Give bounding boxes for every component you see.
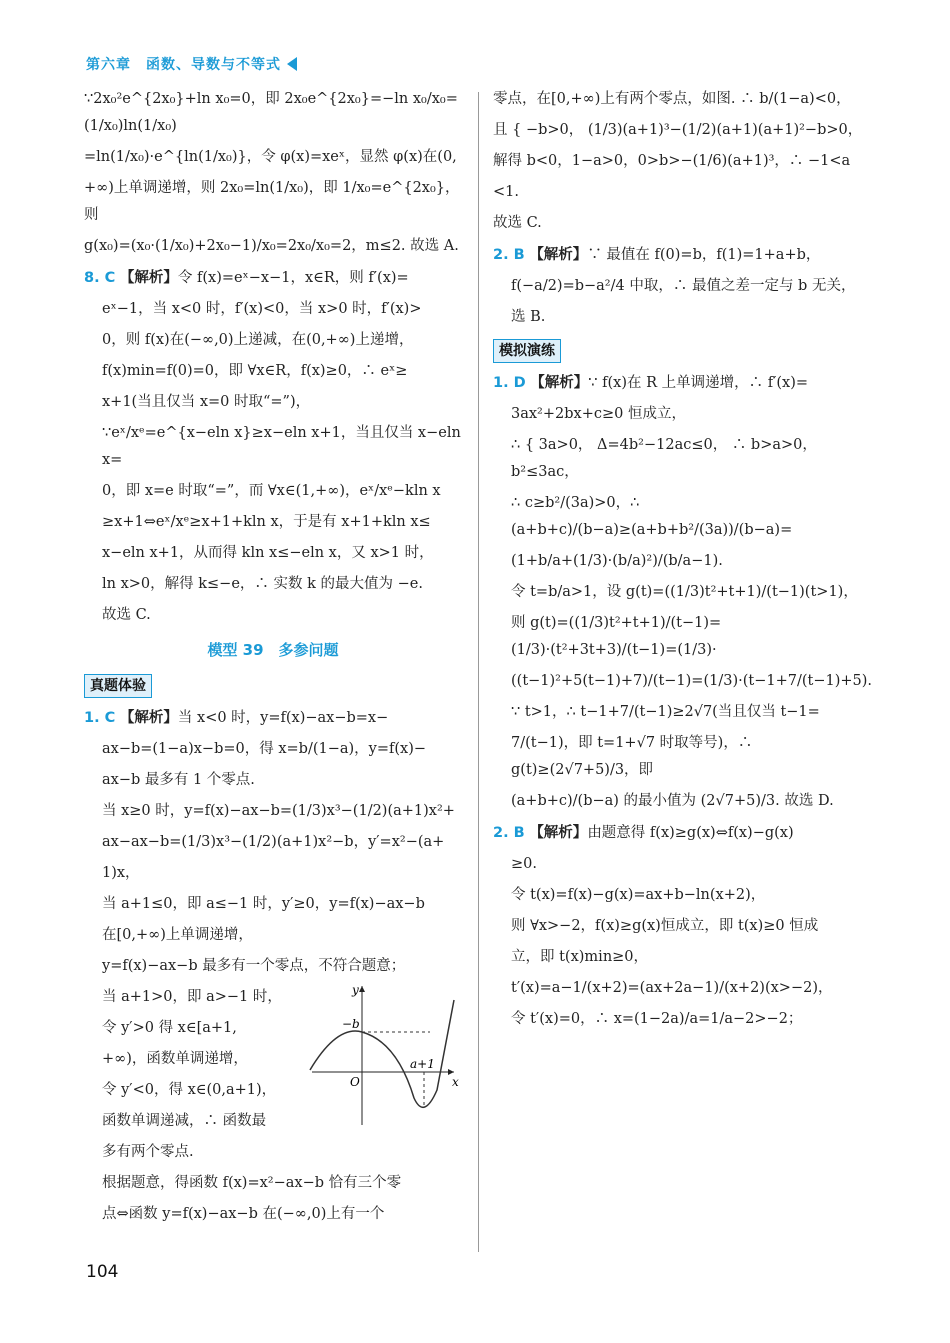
text-line: 0，即 x=e 时取“=”，而 ∀x∈(1,+∞)，eˣ/xᵉ−kln x [102,483,441,499]
origin-label: O [350,1075,360,1089]
text-line: 令 t′(x)=0，∴ x=(1−2a)/a=1/a−2>−2； [511,1011,803,1027]
column-divider [478,92,479,1252]
text-line: 7/(t−1)，即 t=1+√7 时取等号)，∴ g(t)≥(2√7+5)/3，即 [511,735,753,778]
text-line: ((t−1)²+5(t−1)+7)/(t−1)=(1/3)·(t−1+7/(t−1)+5). [511,673,872,689]
text-line: 当 a+1≤0，即 a≤−1 时，y′≥0，y=f(x)−ax−b [102,896,425,912]
text-line: x+1(当且仅当 x=0 时取“=”)， [102,394,311,410]
text-line: (1+b/a+(1/3)·(b/a)²)/(b/a−1). [511,553,723,569]
m2-first-line: 2. B 【解析】由题意得 f(x)≥g(x)⇔f(x)−g(x) [493,824,794,841]
text-line: 零点，在[0,+∞)上有两个零点，如图. ∴ b/(1−a)<0， [493,91,851,107]
text-line: g(x₀)=(x₀·(1/x₀)+2x₀−1)/x₀=2x₀/x₀=2，m≤2. 故选 A. [84,238,459,254]
text-line: ln x>0，解得 k≤−e，∴ 实数 k 的最大值为 −e. [102,576,423,592]
text-line: 令 y′<0，得 x∈(0,a+1)， [102,1082,277,1098]
text-line: 则 ∀x>−2，f(x)≥g(x)恒成立，即 t(x)≥0 恒成 [511,918,819,934]
text-line: 令 t=b/a>1，设 g(t)=((1/3)t²+t+1)/(t−1)(t>1)， [511,584,858,600]
text-line: ∴ c≥b²/(3a)>0，∴ (a+b+c)/(b−a)≥(a+b+b²/(3a))/(b−a)= [511,495,793,538]
text-line: x−eln x+1，从而得 kln x≤−eln x，又 x>1 时， [102,545,434,561]
model-title: 模型 39 多参问题 [207,641,339,659]
cubic-graph [302,980,462,1130]
text-line: 根据题意，得函数 f(x)=x²−ax−b 恰有三个零 [102,1175,402,1191]
text-line: f(x)min=f(0)=0，即 ∀x∈R，f(x)≥0，∴ eˣ≥ [102,363,408,379]
analysis-tag: 【解析】 [529,824,588,841]
analysis-tag: 【解析】 [119,269,178,286]
chapter-header [86,54,297,74]
text-line: t′(x)=a−1/(x+2)=(ax+2a−1)/(x+2)(x>−2)， [511,980,833,996]
text-line: 故选 C. [493,215,542,231]
text-line: 解得 b<0，1−a>0，0>b>−(1/6)(a+1)³，∴ −1<a [493,153,851,169]
text-line: 令 y′>0 得 x∈[a+1, [102,1020,237,1036]
q8-first-line: 8. C 【解析】令 f(x)=eˣ−x−1，x∈R，则 f′(x)= [84,269,409,286]
right-column [493,86,873,1037]
question-number: 1. C [84,710,116,726]
question-number: 2. B [493,247,525,263]
text-line: 3ax²+2bx+c≥0 恒成立， [511,406,686,422]
text-line: ∵2x₀²e^{2x₀}+ln x₀=0，即 2x₀e^{2x₀}=−ln x₀/x₀=(1/x₀)ln(1/x₀) [84,91,458,134]
text-line: +∞)上单调递增，则 2x₀=ln(1/x₀)，即 1/x₀=e^{2x₀}，则 [84,180,460,223]
text-line: ∵ t>1，∴ t−1+7/(t−1)≥2√7(当且仅当 t−1= [511,704,820,720]
page-number: 104 [86,1262,119,1282]
text-line: 0，则 f(x)在(−∞,0)上递减，在(0,+∞)上递增， [102,332,414,348]
text-line: 在[0,+∞)上单调递增， [102,927,253,943]
text-line: 当 a+1>0，即 a>−1 时， [102,989,282,1005]
left-column [84,86,462,1232]
text-line: 且 { −b>0， (1/3)(a+1)³−(1/2)(a+1)(a+1)²−b>0， [493,122,863,138]
text-line: 则 g(t)=((1/3)t²+t+1)/(t−1)=(1/3)·(t²+3t+3)/(t−1)=(1/3)· [511,615,722,658]
y-label: y [352,983,359,997]
q1-first-line: 1. C 【解析】当 x<0 时，y=f(x)−ax−b=x− [84,709,389,726]
analysis-tag: 【解析】 [119,709,178,726]
question-number: 2. B [493,825,525,841]
section-label-zhenti: 真题体验 [84,674,152,698]
text-line: ∵eˣ/xᵉ=e^{x−eln x}≥x−eln x+1，当且仅当 x−eln x= [102,425,461,468]
section-label-moni: 模拟演练 [493,339,561,363]
analysis-tag: 【解析】 [529,246,588,263]
text-line: f(−a/2)=b−a²/4 中取，∴ 最值之差一定与 b 无关， [511,278,856,294]
question-number: 8. C [84,270,116,286]
text-line: +∞)，函数单调递增， [102,1051,248,1067]
text-line: ax−b=(1−a)x−b=0，得 x=b/(1−a)，y=f(x)− [102,741,427,757]
text-line: 令 t(x)=f(x)−g(x)=ax+b−ln(x+2)， [511,887,766,903]
text-line: 立，即 t(x)min≥0， [511,949,649,965]
text-line: 当 x≥0 时，y=f(x)−ax−b=(1/3)x³−(1/2)(a+1)x²+ [102,803,455,819]
text-line: eˣ−1，当 x<0 时，f′(x)<0，当 x>0 时，f′(x)> [102,301,422,317]
y-arrow-icon [359,986,365,992]
analysis-tag: 【解析】 [530,374,589,391]
text-line: ax−b 最多有 1 个零点. [102,772,255,788]
text-line: ax−ax−b=(1/3)x³−(1/2)(a+1)x²−b，y′=x²−(a+ [102,834,445,850]
x-label: x [452,1075,459,1089]
question-number: 1. D [493,375,526,391]
text-line: ≥0. [511,856,537,872]
text-line: 函数单调递减，∴ 函数最 [102,1113,267,1129]
text-line: 故选 C. [102,607,151,623]
chapter-title: 第六章 函数、导数与不等式 [86,57,281,73]
text-line: (a+b+c)/(b−a) 的最小值为 (2√7+5)/3. 故选 D. [511,793,834,809]
text-line: y=f(x)−ax−b 最多有一个零点，不符合题意； [102,958,406,974]
text-line: 选 B. [511,309,546,325]
text-line: <1. [493,184,519,200]
text-line: ∴ { 3a>0， Δ=4b²−12ac≤0， ∴ b>a>0，b²≤3ac， [511,437,817,480]
triangle-left-icon [287,57,297,71]
text-line: 点⇔函数 y=f(x)−ax−b 在(−∞,0)上有一个 [102,1206,385,1222]
text-line: 1)x， [102,865,140,881]
m1-first-line: 1. D 【解析】∵ f(x)在 R 上单调递增，∴ f′(x)= [493,374,809,391]
a-plus-1-label: a+1 [410,1057,435,1071]
text-line: 多有两个零点. [102,1144,194,1160]
text-line: ≥x+1⇔eˣ/xᵉ≥x+1+kln x，于是有 x+1+kln x≤ [102,514,431,530]
minus-b-label: −b [342,1017,360,1031]
text-line: =ln(1/x₀)·e^{ln(1/x₀)}，令 φ(x)=xeˣ，显然 φ(x)在(0, [84,149,457,165]
q2-first-line: 2. B 【解析】∵ 最值在 f(0)=b，f(1)=1+a+b， [493,246,821,263]
function-curve [310,1000,454,1107]
